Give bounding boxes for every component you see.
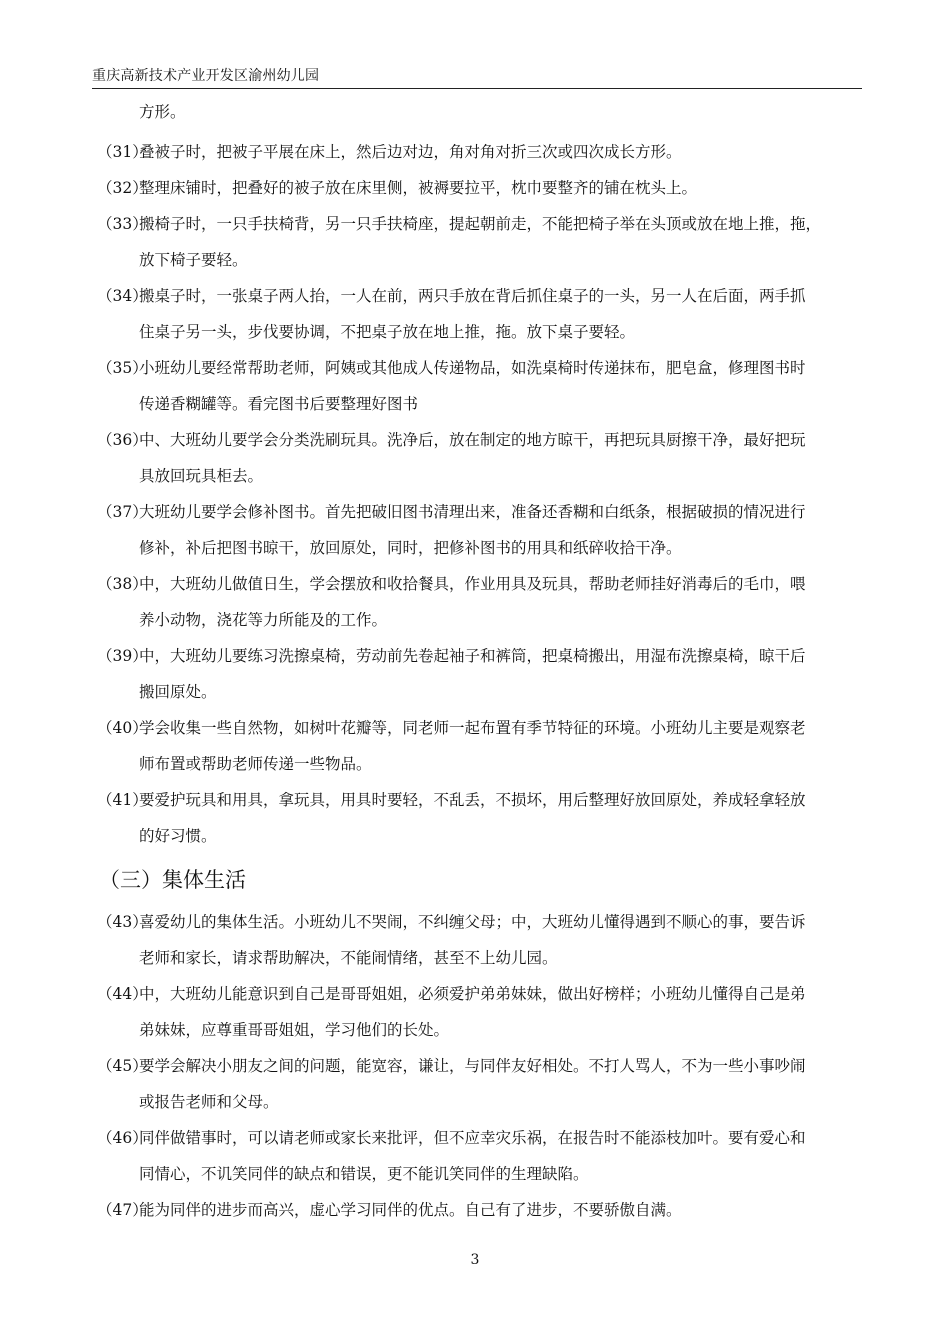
- item-text-line: 要学会解决小朋友之间的问题，能宽容，谦让，与同伴友好相处。不打人骂人，不为一些小事吵闹: [139, 1057, 806, 1075]
- item-text-line: 学会收集一些自然物，如树叶花瓣等，同老师一起布置有季节特征的环境。小班幼儿主要是观察老: [139, 719, 806, 737]
- item-number: （39）: [97, 647, 148, 665]
- item-text-line: 住桌子另一头，步伐要协调，不把桌子放在地上推，拖。放下桌子要轻。: [139, 323, 636, 341]
- item-number: （41）: [97, 791, 148, 809]
- item-text-line: 具放回玩具柜去。: [139, 467, 264, 485]
- item-number: （40）: [97, 719, 148, 737]
- item-text-line: 中，大班幼儿做值日生，学会摆放和收拾餐具，作业用具及玩具，帮助老师挂好消毒后的毛巾，喂: [139, 575, 806, 593]
- item-text-line: 中，大班幼儿能意识到自己是哥哥姐姐，必须爱护弟弟妹妹，做出好榜样；小班幼儿懂得自己是弟: [139, 985, 806, 1003]
- item-text-line: 整理床铺时，把叠好的被子放在床里侧，被褥要拉平，枕巾要整齐的铺在枕头上。: [139, 179, 698, 197]
- item-number: （46）: [97, 1129, 148, 1147]
- item-number: （32）: [97, 179, 148, 197]
- item-text-line: 同情心，不讥笑同伴的缺点和错误，更不能讥笑同伴的生理缺陷。: [139, 1165, 589, 1183]
- item-text-line: 中，大班幼儿要练习洗擦桌椅，劳动前先卷起袖子和裤筒，把桌椅搬出，用湿布洗擦桌椅，晾干后: [139, 647, 806, 665]
- item-text-line: 或报告老师和父母。: [139, 1093, 279, 1111]
- item-text-line: 弟妹妹，应尊重哥哥姐姐，学习他们的长处。: [139, 1021, 450, 1039]
- item-number: （35）: [97, 359, 148, 377]
- item-text-line: 放下椅子要轻。: [139, 251, 248, 269]
- item-text-line: 要爱护玩具和用具，拿玩具，用具时要轻，不乱丢，不损坏，用后整理好放回原处，养成轻拿轻放: [139, 791, 806, 809]
- page-number: 3: [470, 1252, 480, 1268]
- item-number: （38）: [97, 575, 148, 593]
- item-number: （47）: [97, 1201, 148, 1219]
- item-text-line: 养小动物，浇花等力所能及的工作。: [139, 611, 388, 629]
- header-title: 重庆高新技术产业开发区渝州幼儿园: [92, 68, 320, 84]
- continuation-line: 方形。: [139, 103, 186, 121]
- item-text-line: 能为同伴的进步而高兴，虚心学习同伴的优点。自己有了进步，不要骄傲自满。: [139, 1201, 682, 1219]
- item-number: （45）: [97, 1057, 148, 1075]
- item-number: （36）: [97, 431, 148, 449]
- item-text-line: 喜爱幼儿的集体生活。小班幼儿不哭闹，不纠缠父母；中，大班幼儿懂得遇到不顺心的事，要告诉: [139, 913, 806, 931]
- item-text-line: 传递香糊罐等。看完图书后要整理好图书: [139, 395, 419, 413]
- item-number: （34）: [97, 287, 148, 305]
- section-heading: （三）集体生活: [99, 868, 246, 892]
- item-text-line: 大班幼儿要学会修补图书。首先把破旧图书清理出来，准备还香糊和白纸条，根据破损的情况进行: [139, 503, 806, 521]
- item-number: （37）: [97, 503, 148, 521]
- item-number: （44）: [97, 985, 148, 1003]
- item-text-line: 师布置或帮助老师传递一些物品。: [139, 755, 372, 773]
- item-text-line: 搬回原处。: [139, 683, 217, 701]
- item-text-line: 中、大班幼儿要学会分类洗刷玩具。洗净后，放在制定的地方晾干，再把玩具厨擦干净，最好把玩: [139, 431, 806, 449]
- item-text-line: 叠被子时，把被子平展在床上，然后边对边，角对角对折三次或四次成长方形。: [139, 143, 682, 161]
- item-text-line: 搬桌子时，一张桌子两人抬，一人在前，两只手放在背后抓住桌子的一头，另一人在后面，两手抓: [139, 287, 806, 305]
- item-number: （33）: [97, 215, 148, 233]
- item-text-line: 同伴做错事时，可以请老师或家长来批评，但不应幸灾乐祸，在报告时不能添枝加叶。要有爱心和: [139, 1129, 806, 1147]
- item-text-line: 老师和家长，请求帮助解决，不能闹情绪，甚至不上幼儿园。: [139, 949, 558, 967]
- item-text-line: 的好习惯。: [139, 827, 217, 845]
- item-text-line: 修补，补后把图书晾干，放回原处，同时，把修补图书的用具和纸碎收拾干净。: [139, 539, 682, 557]
- item-number: （43）: [97, 913, 148, 931]
- item-text-line: 搬椅子时，一只手扶椅背，另一只手扶椅座，提起朝前走，不能把椅子举在头顶或放在地上推，拖，: [139, 215, 822, 233]
- item-number: （31）: [97, 143, 148, 161]
- item-text-line: 小班幼儿要经常帮助老师，阿姨或其他成人传递物品，如洗桌椅时传递抹布，肥皂盒，修理图书时: [139, 359, 806, 377]
